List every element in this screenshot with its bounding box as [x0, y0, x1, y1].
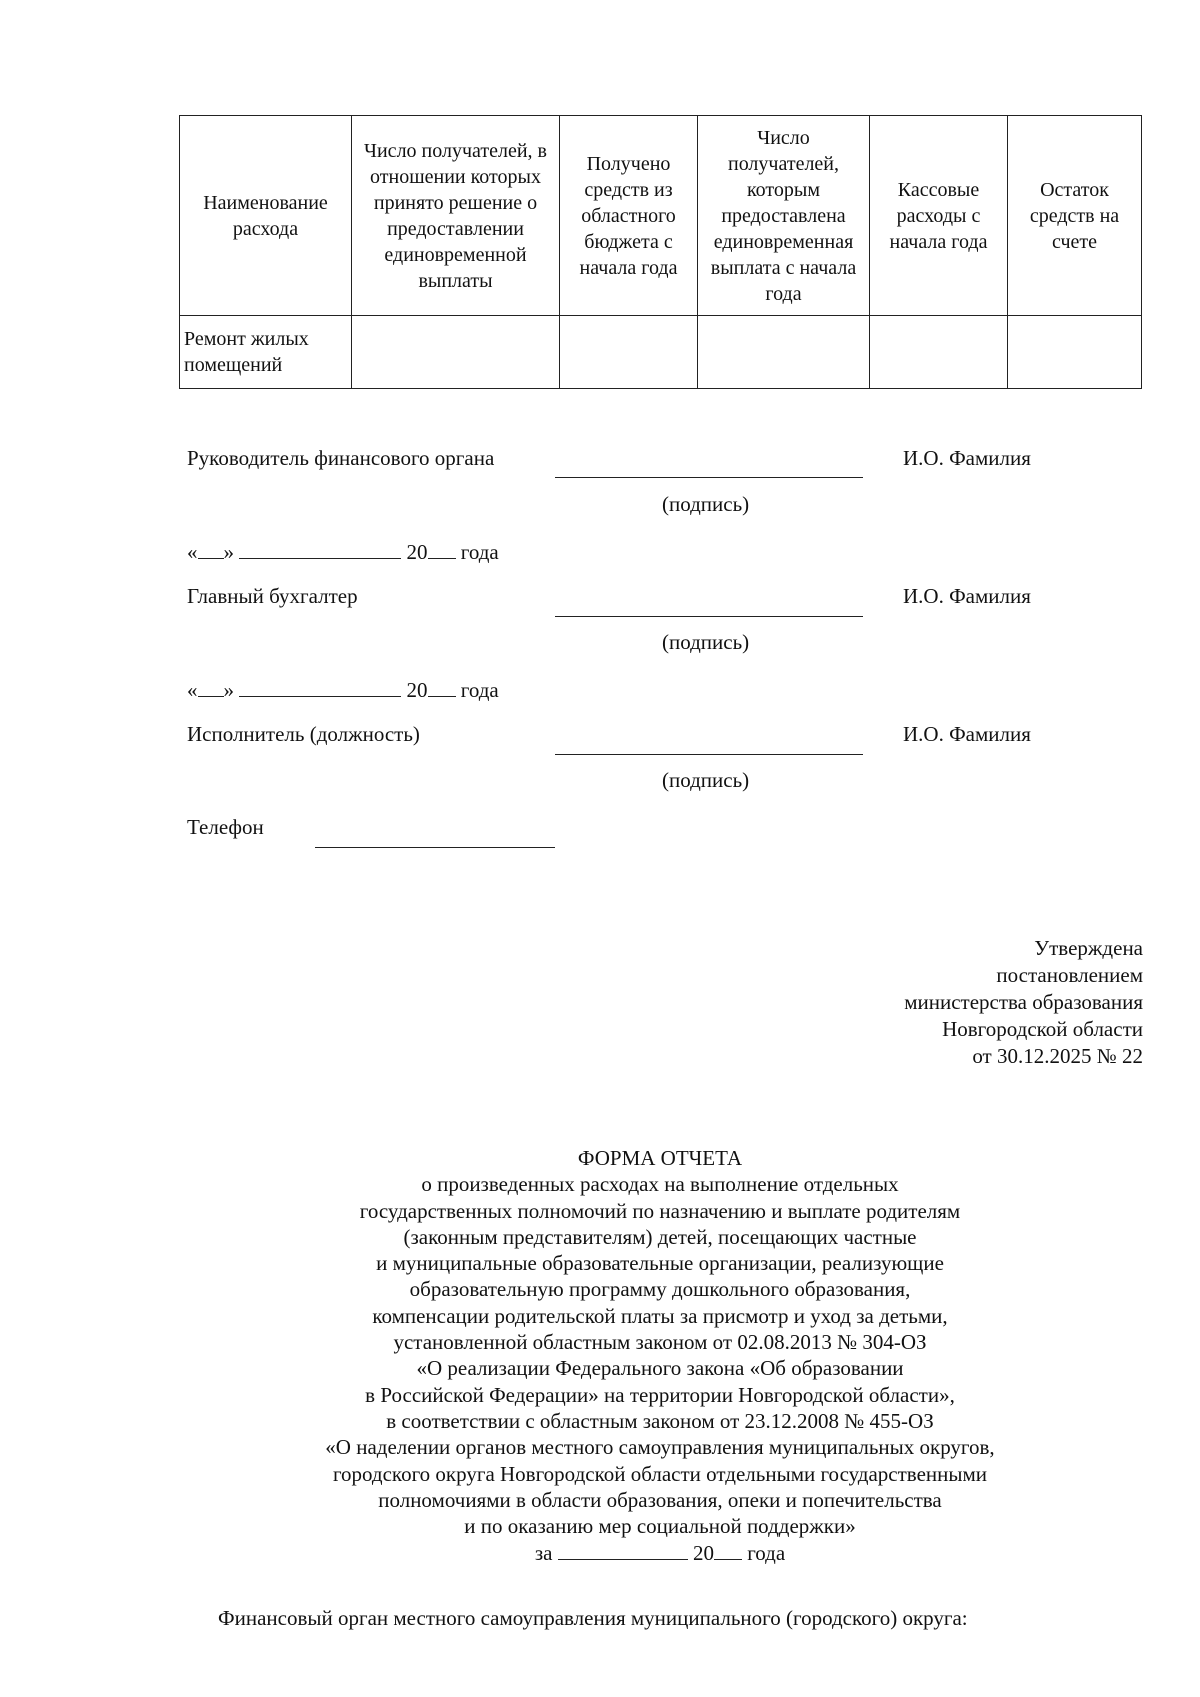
financial-body-label: Финансовый орган местного самоуправления муниципального (городского) округа:: [218, 1606, 968, 1630]
executor-label: Исполнитель (должность): [187, 722, 420, 746]
month-blank: [239, 538, 401, 559]
executor-signature-hint: (подпись): [662, 768, 750, 792]
approval-line: Утверждена: [1034, 936, 1143, 960]
title-line: в соответствии с областным законом от 23.12.2008 № 455-ОЗ: [386, 1408, 934, 1433]
accountant-signature-line: [555, 616, 863, 617]
period-year: 20: [692, 1541, 714, 1566]
date-quote-close: »: [223, 678, 234, 702]
title-line: образовательную программу дошкольного образования,: [409, 1277, 911, 1302]
form-title-block: [180, 1145, 1140, 1567]
col-header-cash-expenses: Кассовые расходы с начала года: [870, 116, 1008, 316]
approval-line: министерства образования: [904, 990, 1143, 1014]
title-line: о произведенных расходах на выполнение отдельных: [421, 1172, 899, 1197]
title-line: в Российской Федерации» на территории Новгородской области»,: [365, 1382, 955, 1407]
approval-line: от 30.12.2025 № 22: [972, 1044, 1143, 1068]
col-header-expense-name: Наименование расхода: [180, 116, 352, 316]
table-row: [180, 316, 1142, 389]
title-line: «О реализации Федерального закона «Об образовании: [416, 1356, 904, 1381]
date-quote-open: «: [187, 540, 198, 564]
title-line: городского округа Новгородской области отдельными государственными: [332, 1461, 988, 1486]
table-cell: Ремонт жилых помещений: [180, 316, 352, 389]
date-field-2: [187, 676, 499, 703]
title-line: установленной областным законом от 02.08.2013 № 304-ОЗ: [393, 1330, 927, 1355]
title-line: компенсации родительской платы за присмотр и уход за детьми,: [372, 1303, 948, 1328]
approval-block: [904, 935, 1143, 1070]
accountant-signature-hint: (подпись): [662, 630, 750, 654]
executor-signature-line: [555, 754, 863, 755]
period-month-blank: [558, 1539, 688, 1560]
col-header-funds-received: Получено средств из областного бюджета с начала года: [560, 116, 698, 316]
year-prefix: 20: [406, 540, 428, 564]
period-prefix: за: [534, 1541, 553, 1566]
table-cell: [560, 316, 698, 389]
year-suffix: года: [460, 540, 499, 564]
year-blank: [428, 538, 456, 559]
head-name: И.О. Фамилия: [903, 446, 1031, 470]
title-line: полномочиями в области образования, опеки и попечительства: [378, 1487, 942, 1512]
head-signature-line: [555, 477, 863, 478]
table-cell: [352, 316, 560, 389]
col-header-recipients-paid: Число получателей, которым предоставлена единовременная выплата с начала года: [698, 116, 870, 316]
table-cell: [698, 316, 870, 389]
title-line: и муниципальные образовательные организации, реализующие: [376, 1251, 944, 1276]
accountant-name: И.О. Фамилия: [903, 584, 1031, 608]
period-line: [180, 1539, 1140, 1566]
phone-line: [315, 847, 555, 848]
table-cell: [1008, 316, 1142, 389]
date-field-1: [187, 538, 499, 565]
approval-line: постановлением: [996, 963, 1143, 987]
table-header-row: [180, 116, 1142, 316]
executor-name: И.О. Фамилия: [903, 722, 1031, 746]
title-line: государственных полномочий по назначению и выплате родителям: [359, 1198, 961, 1223]
period-year-blank: [714, 1539, 742, 1560]
year-blank: [428, 676, 456, 697]
form-heading: ФОРМА ОТЧЕТА: [577, 1146, 743, 1170]
table-cell: [870, 316, 1008, 389]
day-blank: [198, 538, 224, 559]
expense-report-table: [179, 115, 1142, 389]
approval-line: Новгородской области: [942, 1017, 1143, 1041]
year-prefix: 20: [406, 678, 428, 702]
accountant-label: Главный бухгалтер: [187, 584, 358, 608]
col-header-balance: Остаток средств на счете: [1008, 116, 1142, 316]
period-suffix: года: [747, 1541, 786, 1566]
date-quote-open: «: [187, 678, 198, 702]
month-blank: [239, 676, 401, 697]
day-blank: [198, 676, 224, 697]
title-line: «О наделении органов местного самоуправления муниципальных округов,: [325, 1435, 995, 1460]
title-line: (законным представителям) детей, посещающих частные: [403, 1224, 917, 1249]
col-header-recipients-decided: Число получателей, в отношении которых принято решение о предоставлении единовременной выплаты: [352, 116, 560, 316]
date-quote-close: »: [223, 540, 234, 564]
head-signature-hint: (подпись): [662, 492, 750, 516]
title-line: и по оказанию мер социальной поддержки»: [464, 1514, 856, 1539]
head-label: Руководитель финансового органа: [187, 446, 495, 470]
year-suffix: года: [460, 678, 499, 702]
phone-label: Телефон: [187, 815, 264, 839]
